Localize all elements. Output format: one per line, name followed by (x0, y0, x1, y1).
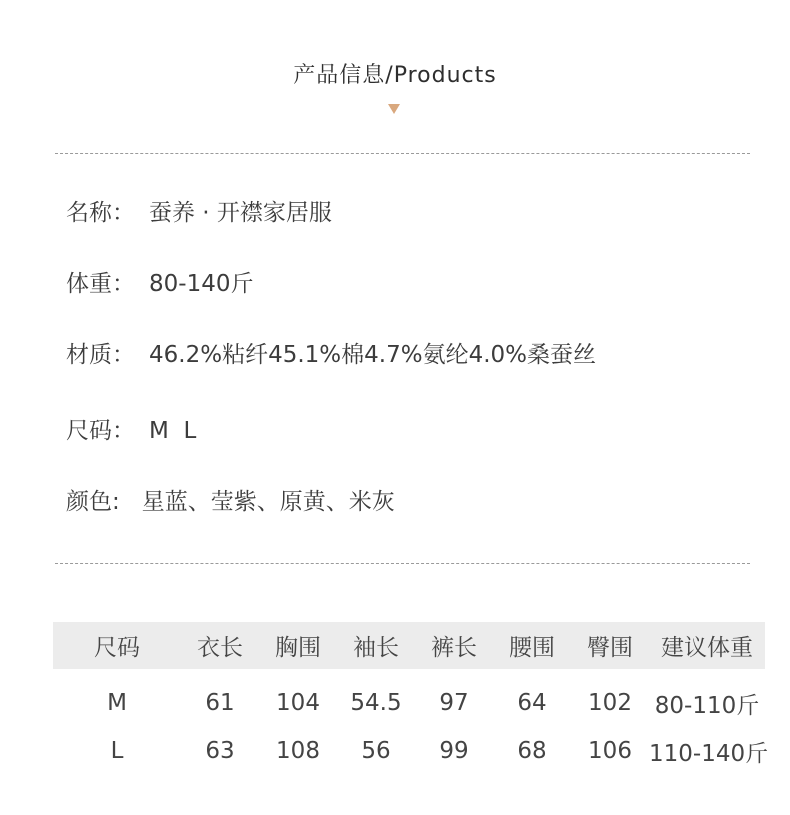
header-cell-sleeve: 袖长 (353, 635, 399, 661)
size-value: M L (149, 418, 197, 444)
table-cell: 106 (588, 738, 632, 764)
table-cell: M (107, 690, 127, 716)
table-cell: 64 (517, 690, 547, 716)
table-cell: 99 (439, 738, 469, 764)
table-cell: L (110, 738, 124, 764)
header-cell-size: 尺码 (94, 635, 140, 661)
material-label: 材质： (66, 342, 135, 368)
info-row-material (66, 336, 596, 369)
weight-label: 体重： (66, 271, 135, 297)
dashed-divider-bottom (55, 563, 750, 564)
dashed-divider-top (55, 153, 750, 154)
table-cell: 56 (361, 738, 391, 764)
table-cell: 61 (205, 690, 235, 716)
table-cell: 80-110斤 (654, 692, 760, 719)
weight-value: 80-140斤 (149, 271, 254, 297)
info-row-weight (66, 265, 253, 298)
header-cell-length: 衣长 (197, 635, 243, 661)
header-cell-hip: 臀围 (587, 635, 633, 661)
info-row-name (66, 194, 332, 227)
info-row-color (66, 483, 395, 516)
color-label: 颜色: (66, 489, 120, 515)
table-cell: 63 (205, 738, 235, 764)
header-cell-weight: 建议体重 (661, 635, 753, 661)
table-row (53, 679, 765, 727)
table-cell: 97 (439, 690, 469, 716)
size-chart-table (53, 622, 769, 775)
header-cell-waist: 腰围 (509, 635, 555, 661)
table-cell: 110-140斤 (649, 740, 769, 767)
header-cell-chest: 胸围 (275, 635, 321, 661)
table-cell: 68 (517, 738, 547, 764)
table-cell: 108 (276, 738, 320, 764)
color-value: 星蓝、莹紫、原黄、米灰 (141, 489, 395, 515)
size-label: 尺码： (66, 418, 135, 444)
name-label: 名称： (66, 200, 135, 226)
section-title: 产品信息/Products (293, 63, 497, 88)
table-row (53, 727, 769, 775)
header-cell-pants-length: 裤长 (431, 635, 477, 661)
material-value: 46.2%粘纤45.1%棉4.7%氨纶4.0%桑蚕丝 (149, 342, 596, 368)
size-chart-header (53, 622, 765, 669)
table-cell: 104 (276, 690, 320, 716)
table-cell: 102 (588, 690, 632, 716)
triangle-down-icon (388, 104, 400, 114)
table-cell: 54.5 (350, 690, 402, 716)
info-row-size (66, 412, 196, 445)
name-value: 蚕养 · 开襟家居服 (149, 200, 332, 226)
